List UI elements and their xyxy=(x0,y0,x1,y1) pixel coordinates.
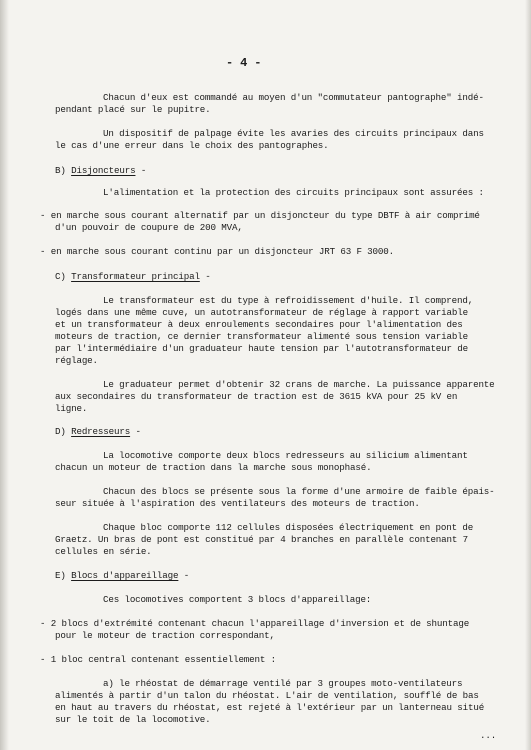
page-number: - 4 - xyxy=(226,56,262,70)
section-letter: C) xyxy=(55,271,72,282)
section-title: Blocs d'appareillage xyxy=(71,570,179,581)
text-line: logés dans une même cuve, un autotransformateur de réglage à rapport variable xyxy=(55,307,468,318)
section-heading xyxy=(55,570,189,582)
text-line: La locomotive comporte deux blocs redresseurs au silicium alimentant xyxy=(103,450,468,461)
text-line: Graetz. Un bras de pont est constitué par 4 branches en parallèle contenant 7 xyxy=(55,534,468,545)
text-line: Ces locomotives comportent 3 blocs d'appareillage: xyxy=(103,594,372,605)
text-line: - en marche sous courant alternatif par un disjoncteur du type DBTF à air comprimé xyxy=(40,210,480,221)
text-line: pour le moteur de traction correspondant, xyxy=(55,630,275,641)
text-line: seur située à l'aspiration des ventilateurs des moteurs de traction. xyxy=(55,498,420,509)
text-line: a) le rhéostat de démarrage ventilé par 3 groupes moto-ventilateurs xyxy=(103,678,463,689)
text-line: - en marche sous courant continu par un disjoncteur JRT 63 F 3000. xyxy=(40,246,394,257)
text-line: sur le toit de la locomotive. xyxy=(55,714,211,725)
text-line: - 2 blocs d'extrémité contenant chacun l'appareillage d'inversion et de shuntage xyxy=(40,618,470,629)
text-line: et un transformateur à deux enroulements secondaires pour l'alimentation des xyxy=(55,319,463,330)
text-line: Un dispositif de palpage évite les avaries des circuits principaux dans xyxy=(103,128,484,139)
text-line: ligne. xyxy=(55,403,88,414)
section-letter: B) xyxy=(55,165,72,176)
text-line: L'alimentation et la protection des circuits principaux sont assurées : xyxy=(103,187,484,198)
section-title: Transformateur principal xyxy=(71,271,200,282)
section-heading xyxy=(55,426,141,438)
text-line: pendant placé sur le pupitre. xyxy=(55,104,211,115)
section-title: Disjoncteurs xyxy=(71,165,136,176)
text-line: Chacun des blocs se présente sous la forme d'une armoire de faible épais- xyxy=(103,486,495,497)
text-line: d'un pouvoir de coupure de 200 MVA, xyxy=(55,222,243,233)
section-title: Redresseurs xyxy=(71,426,131,437)
section-letter: E) xyxy=(55,570,72,581)
text-line: alimentés à partir d'un talon du rhéostat. L'air de ventilation, soufflé de bas xyxy=(55,690,479,701)
text-line: Chaque bloc comporte 112 cellules disposées électriquement en pont de xyxy=(103,522,474,533)
page-shadow-left xyxy=(0,0,9,750)
text-line: Le transformateur est du type à refroidissement d'huile. Il comprend, xyxy=(103,295,474,306)
section-heading xyxy=(55,165,146,177)
section-dash: - xyxy=(135,165,147,176)
text-line: Chacun d'eux est commandé au moyen d'un "commutateur pantographe" indé- xyxy=(103,92,484,103)
section-dash: - xyxy=(199,271,211,282)
section-dash: - xyxy=(178,570,190,581)
text-line: en haut au travers du rhéostat, est rejeté à l'extérieur par un lanterneau situé xyxy=(55,702,485,713)
text-line: chacun un moteur de traction dans la marche sous monophasé. xyxy=(55,462,372,473)
text-line: moteurs de traction, ce dernier transformateur alimenté sous tension variable xyxy=(55,331,468,342)
text-line: - 1 bloc central contenant essentiellement : xyxy=(40,654,276,665)
text-line: cellules en série. xyxy=(55,546,152,557)
continuation-ellipsis: ... xyxy=(480,730,497,741)
page-shadow-right xyxy=(525,0,531,750)
section-heading xyxy=(55,271,211,283)
text-line: réglage. xyxy=(55,355,98,366)
text-line: le cas d'une erreur dans le choix des pantographes. xyxy=(55,140,329,151)
text-line: Le graduateur permet d'obtenir 32 crans de marche. La puissance apparente xyxy=(103,379,495,390)
text-line: aux secondaires du transformateur de traction est de 3615 kVA pour 25 kV en xyxy=(55,391,458,402)
section-letter: D) xyxy=(55,426,72,437)
text-line: par l'intermédiaire d'un graduateur haute tension par l'autotransformateur de xyxy=(55,343,468,354)
section-dash: - xyxy=(130,426,141,437)
